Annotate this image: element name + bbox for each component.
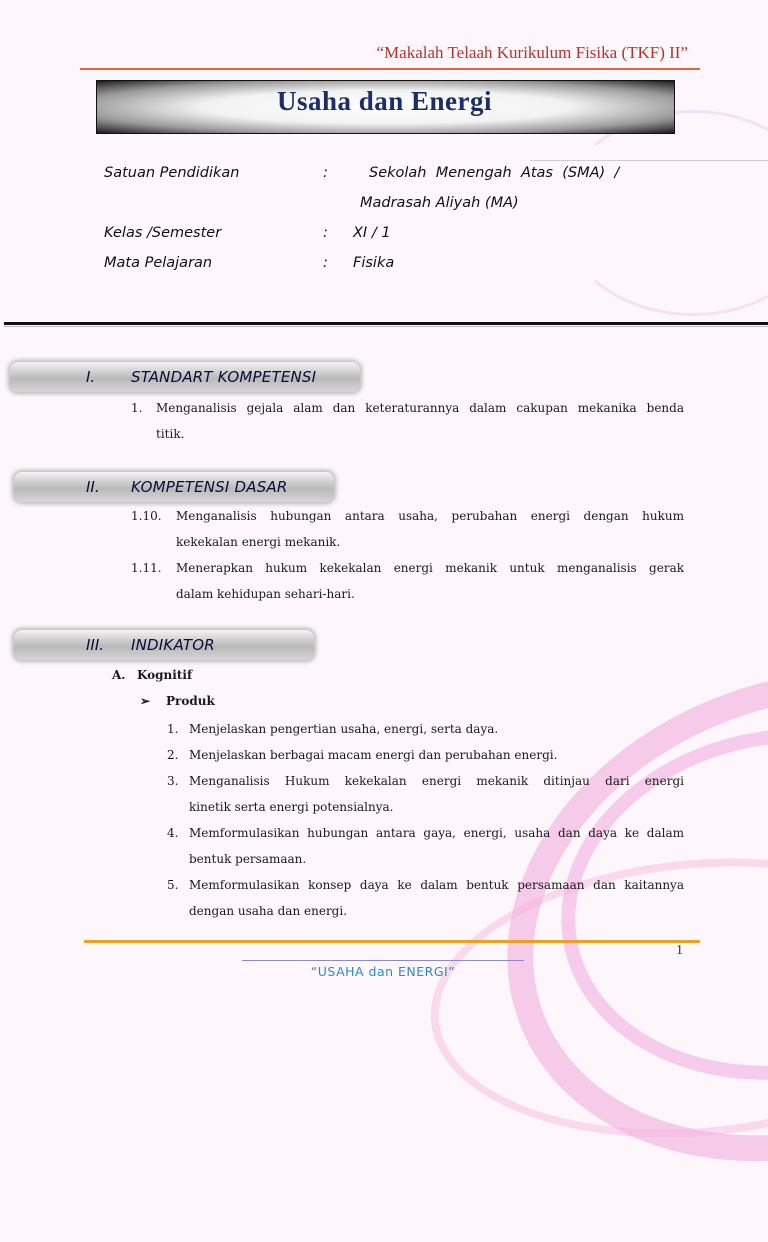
section-number: III. [86,636,105,654]
list-item-text: Menjelaskan pengertian usaha, energi, serta daya. [189,722,499,736]
list-item-text: Menganalisis Hukum kekekalan energi mekanik ditinjau dari energi [189,774,684,788]
decorative-swirl [438,590,768,1242]
subsection-title: Kognitif [137,668,193,682]
list-number: 2. [167,748,179,762]
header-divider [80,68,700,70]
list-item-text: Menganalisis hubungan antara usaha, perubahan energi dengan hukum [176,509,684,523]
list-item-text: kinetik serta energi potensialnya. [189,800,394,814]
section-title: STANDART KOMPETENSI [131,368,317,386]
meta-label: Satuan Pendidikan [104,165,240,181]
list-number: 3. [167,774,179,788]
meta-value: Fisika [353,255,395,271]
list-number: 1. [167,722,179,736]
divider [530,160,768,161]
meta-label: Mata Pelajaran [104,255,213,271]
list-item-text: Memformulasikan konsep daya ke dalam bentuk persamaan dan kaitannya [189,878,684,892]
meta-value: Sekolah Menengah Atas (SMA) / [369,165,620,181]
meta-value: Madrasah Aliyah (MA) [360,195,519,211]
decorative-swirl [560,110,768,316]
list-item-text: dengan usaha dan energi. [189,904,348,918]
list-number: 1.11. [131,561,162,575]
meta-separator: : [323,165,328,181]
page-title: Usaha dan Energi [276,86,493,116]
meta-value: XI / 1 [353,225,391,241]
meta-label: Kelas /Semester [104,225,222,241]
page-number: 1 [676,943,683,958]
list-item-text: kekekalan energi mekanik. [176,535,341,549]
list-number: 1. [131,401,143,415]
bullet-title: Produk [166,694,215,708]
section-number: II. [86,478,100,496]
section-number: I. [86,368,96,386]
list-number: 5. [167,878,179,892]
section-title: KOMPETENSI DASAR [131,478,288,496]
running-header: “Makalah Telaah Kurikulum Fisika (TKF) II” [376,43,688,62]
list-item-text: Menjelaskan berbagai macam energi dan perubahan energi. [189,748,558,762]
list-item-text: Memformulasikan hubungan antara gaya, energi, usaha dan daya ke dalam [189,826,684,840]
running-footer: “USAHA dan ENERGI” [310,964,456,979]
footer-divider [84,940,700,943]
decorative-swirl [533,694,768,1115]
meta-separator: : [323,255,328,271]
subsection-label: A. [112,668,126,682]
arrow-bullet-icon: ➢ [140,694,151,708]
list-number: 4. [167,826,179,840]
list-item-text: Menerapkan hukum kekekalan energi mekanik untuk menganalisis gerak [176,561,684,575]
meta-separator: : [323,225,328,241]
list-item-text: dalam kehidupan sehari-hari. [176,587,355,601]
list-number: 1.10. [131,509,162,523]
footer-divider [242,960,524,961]
list-item-text: titik. [156,427,185,441]
list-item-text: Menganalisis gejala alam dan keteraturannya dalam cakupan mekanika benda [156,401,684,415]
section-divider [4,322,768,325]
list-item-text: bentuk persamaan. [189,852,307,866]
section-divider-shadow [4,326,768,327]
section-title: INDIKATOR [131,636,215,654]
